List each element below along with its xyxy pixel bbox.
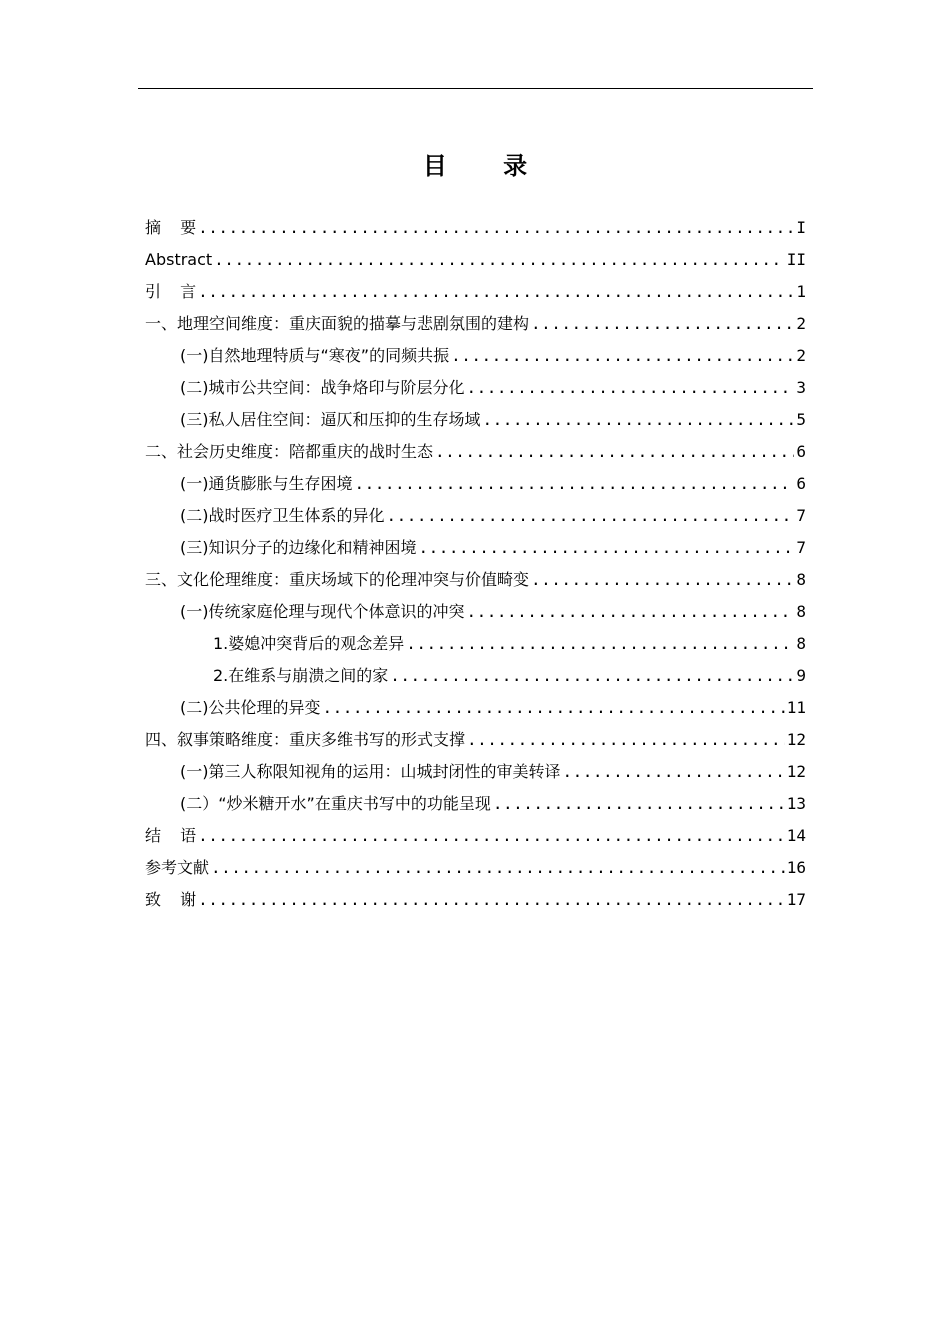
toc-entry-label: 致 谢 bbox=[145, 890, 197, 909]
toc-entry[interactable] bbox=[145, 308, 806, 340]
toc-entry[interactable] bbox=[145, 596, 806, 628]
toc-entry[interactable] bbox=[145, 884, 806, 916]
toc-entry-page: 8 bbox=[796, 570, 806, 589]
toc-entry-page: 17 bbox=[786, 890, 806, 909]
toc-entry-page: 1 bbox=[796, 282, 806, 301]
toc-entry[interactable] bbox=[145, 468, 806, 500]
toc-entry-label: 参考文献 bbox=[145, 858, 210, 877]
toc-dot-leader bbox=[198, 820, 785, 852]
toc-entry-page: 6 bbox=[796, 474, 806, 493]
toc-dot-leader bbox=[323, 692, 785, 724]
toc-entry-page: 7 bbox=[796, 506, 806, 525]
toc-entry-page: 2 bbox=[796, 314, 806, 333]
toc-dot-leader bbox=[214, 244, 785, 276]
toc-entry-label: (二)城市公共空间：战争烙印与阶层分化 bbox=[180, 378, 465, 397]
toc-entry-page: 12 bbox=[786, 730, 806, 749]
toc-entry-label: 结 语 bbox=[145, 826, 197, 845]
toc-entry-label: 二、社会历史维度：陪都重庆的战时生态 bbox=[145, 442, 434, 461]
toc-dot-leader bbox=[387, 500, 795, 532]
toc-dot-leader bbox=[198, 884, 785, 916]
toc-entry-page: 2 bbox=[796, 346, 806, 365]
toc-entry[interactable] bbox=[145, 628, 806, 660]
toc-entry-label: (二)公共伦理的异变 bbox=[180, 698, 321, 717]
toc-dot-leader bbox=[467, 596, 795, 628]
toc-entry[interactable] bbox=[145, 340, 806, 372]
toc-entry[interactable] bbox=[145, 436, 806, 468]
toc-entry-page: 9 bbox=[796, 666, 806, 685]
toc-dot-leader bbox=[406, 628, 794, 660]
toc-entry-label: 三、文化伦理维度：重庆场域下的伦理冲突与价值畸变 bbox=[145, 570, 530, 589]
toc-entry-label: 1.婆媳冲突背后的观念差异 bbox=[213, 634, 405, 653]
toc-entry-page: 6 bbox=[796, 442, 806, 461]
toc-dot-leader bbox=[211, 852, 785, 884]
toc-entry-page: II bbox=[786, 250, 806, 269]
toc-dot-leader bbox=[390, 660, 794, 692]
toc-dot-leader bbox=[419, 532, 795, 564]
toc-entry-label: 一、地理空间维度：重庆面貌的描摹与悲剧氛围的建构 bbox=[145, 314, 530, 333]
toc-entry[interactable] bbox=[145, 372, 806, 404]
toc-entry-page: 7 bbox=[796, 538, 806, 557]
toc-dot-leader bbox=[435, 436, 794, 468]
toc-entry-label: 2.在维系与崩溃之间的家 bbox=[213, 666, 389, 685]
toc-entry-label: (一)传统家庭伦理与现代个体意识的冲突 bbox=[180, 602, 465, 621]
toc-dot-leader bbox=[563, 756, 785, 788]
toc-entry-page: 14 bbox=[786, 826, 806, 845]
toc-entry[interactable] bbox=[145, 692, 806, 724]
toc-entry[interactable] bbox=[145, 404, 806, 436]
toc-entry[interactable] bbox=[145, 244, 806, 276]
toc-dot-leader bbox=[493, 788, 785, 820]
toc-dot-leader bbox=[451, 340, 794, 372]
toc-entry-page: 13 bbox=[786, 794, 806, 813]
toc-entry[interactable] bbox=[145, 276, 806, 308]
toc-entry-label: Abstract bbox=[145, 250, 213, 269]
toc-entry[interactable] bbox=[145, 724, 806, 756]
toc-entry-label: (一)自然地理特质与“寒夜”的同频共振 bbox=[180, 346, 450, 365]
toc-dot-leader bbox=[467, 724, 785, 756]
toc-title: 目 录 bbox=[422, 152, 552, 180]
toc-entry-page: 5 bbox=[796, 410, 806, 429]
toc-entry-page: 16 bbox=[786, 858, 806, 877]
toc-entry[interactable] bbox=[145, 788, 806, 820]
toc-dot-leader bbox=[531, 308, 794, 340]
toc-entry[interactable] bbox=[145, 852, 806, 884]
toc-entry-label: 引 言 bbox=[145, 282, 197, 301]
toc-entry-label: (一)通货膨胀与生存困境 bbox=[180, 474, 353, 493]
toc-entry[interactable] bbox=[145, 532, 806, 564]
header-rule bbox=[138, 88, 813, 89]
toc-entry-label: (二）“炒米糖开水”在重庆书写中的功能呈现 bbox=[180, 794, 491, 813]
toc-entry[interactable] bbox=[145, 820, 806, 852]
toc-entry-label: (二)战时医疗卫生体系的异化 bbox=[180, 506, 385, 525]
toc-entry-label: 四、叙事策略维度：重庆多维书写的形式支撑 bbox=[145, 730, 466, 749]
toc-entry-page: 3 bbox=[796, 378, 806, 397]
toc-dot-leader bbox=[531, 564, 794, 596]
toc-dot-leader bbox=[198, 212, 794, 244]
toc-entry-label: 摘 要 bbox=[145, 218, 197, 237]
toc-entry-label: (三)私人居住空间：逼仄和压抑的生存场域 bbox=[180, 410, 481, 429]
toc-dot-leader bbox=[355, 468, 795, 500]
toc-entry-label: (三)知识分子的边缘化和精神困境 bbox=[180, 538, 417, 557]
toc-entry-page: 11 bbox=[786, 698, 806, 717]
toc-entry[interactable] bbox=[145, 756, 806, 788]
toc-entry[interactable] bbox=[145, 212, 806, 244]
toc-entry[interactable] bbox=[145, 564, 806, 596]
toc-dot-leader bbox=[483, 404, 795, 436]
toc-entry-page: 12 bbox=[786, 762, 806, 781]
toc-dot-leader bbox=[198, 276, 794, 308]
toc-dot-leader bbox=[467, 372, 795, 404]
table-of-contents bbox=[145, 212, 806, 916]
toc-entry-label: (一)第三人称限知视角的运用：山城封闭性的审美转译 bbox=[180, 762, 561, 781]
toc-entry-page: I bbox=[796, 218, 806, 237]
toc-entry[interactable] bbox=[145, 660, 806, 692]
toc-entry-page: 8 bbox=[796, 602, 806, 621]
toc-entry[interactable] bbox=[145, 500, 806, 532]
toc-entry-page: 8 bbox=[796, 634, 806, 653]
